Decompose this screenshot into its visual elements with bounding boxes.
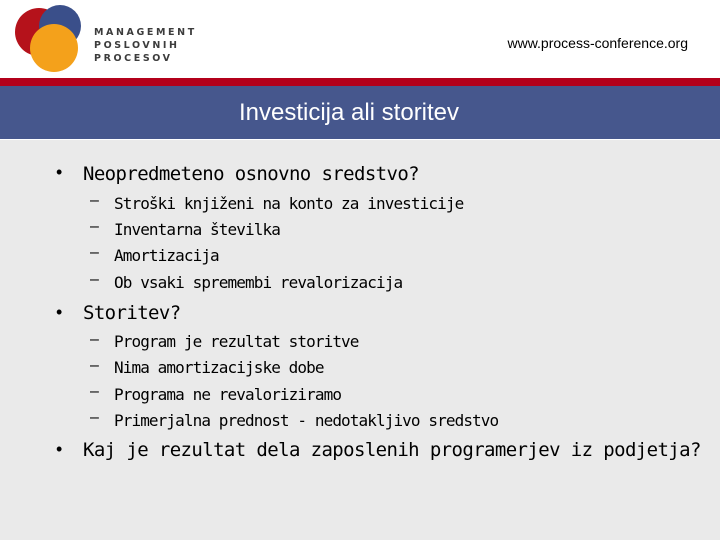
sub-dash: – [90, 357, 99, 374]
sub-item-1-3: Amortizacija [114, 246, 219, 265]
logo-line-1: MANAGEMENT [94, 27, 197, 38]
sub-item-2-3: Programa ne revaloriziramo [114, 385, 342, 404]
bullet-item-1: Neopredmeteno osnovno sredstvo? [83, 163, 420, 185]
company-logo-icon [14, 2, 86, 74]
sub-dash: – [90, 409, 99, 426]
bullet-item-3: Kaj je rezultat dela zaposlenih programerjev iz podjetja? [83, 439, 701, 461]
bullet-dot: • [56, 162, 63, 182]
accent-divider [0, 78, 720, 86]
sub-item-1-1: Stroški knjiženi na konto za investicije [114, 194, 464, 213]
bullet-dot: • [56, 302, 63, 322]
sub-dash: – [90, 218, 99, 235]
logo-wordmark [94, 26, 197, 65]
sub-dash: – [90, 383, 99, 400]
slide-title: Investicija ali storitev [238, 99, 460, 126]
header [0, 0, 720, 78]
sub-dash: – [90, 331, 99, 348]
sub-dash: – [90, 244, 99, 261]
sub-item-1-2: Inventarna številka [114, 220, 280, 239]
sub-item-2-2: Nima amortizacijske dobe [114, 358, 324, 377]
sub-item-1-4: Ob vsaki spremembi revalorizacija [114, 273, 403, 292]
conference-url: www.process-conference.org [507, 35, 688, 51]
sub-item-2-1: Program je rezultat storitve [114, 332, 359, 351]
content-area [0, 140, 720, 540]
sub-dash: – [90, 192, 99, 209]
logo-line-2: POSLOVNIH [94, 40, 180, 51]
logo-line-3: PROCESOV [94, 53, 173, 64]
bullet-dot: • [56, 439, 63, 459]
sub-dash: – [90, 271, 99, 288]
bullet-item-2: Storitev? [83, 302, 181, 324]
sub-item-2-4: Primerjalna prednost - nedotakljivo sredstvo [114, 411, 499, 430]
